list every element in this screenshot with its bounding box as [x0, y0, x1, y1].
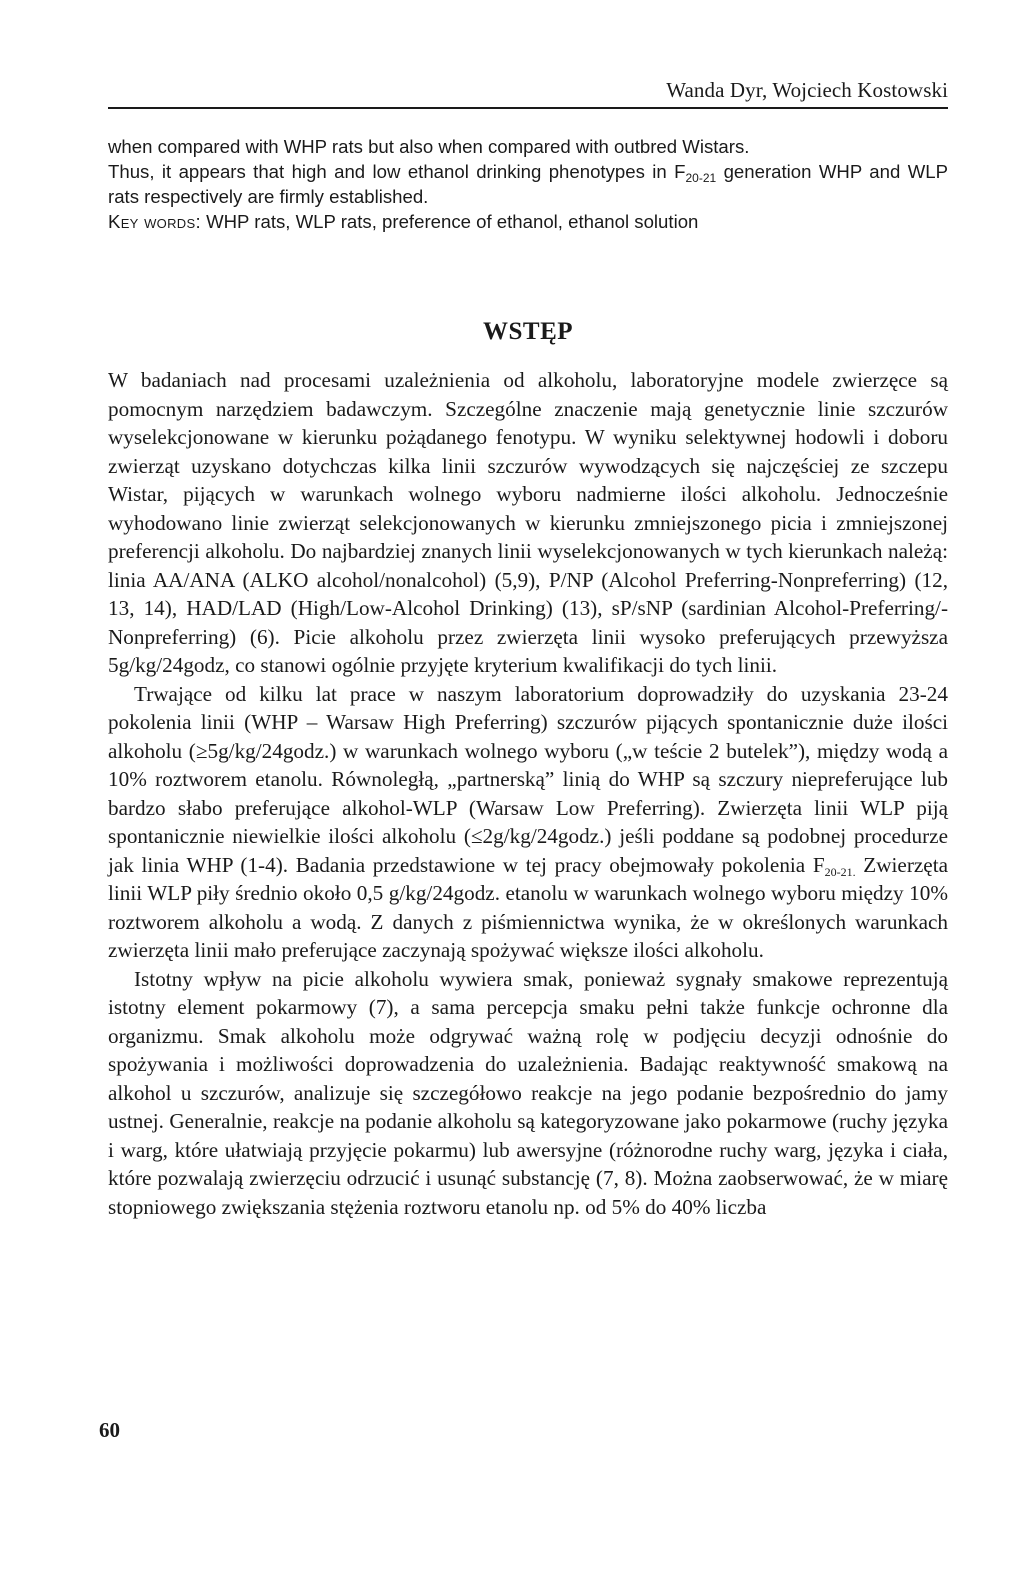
generation-subscript: 20-21: [685, 171, 717, 185]
abstract-line: when compared with WHP rats but also when compared with outbred Wistars.: [108, 136, 750, 157]
paragraph-2-text: Trwające od kilku lat prace w naszym laboratorium doprowadziły do uzyskania 23-24 pokolenia linii (WHP – Warsaw High Preferring) szczurów pijących spontanicznie duże ilości alkoholu (≥5g/kg/24godz.) w warunkach wolnego wyboru („w teście 2 butelek”), między wodą a 10% roztworem etanolu. Równoległą, „partnerską” linią do WHP są szczury niepreferujące lub bardzo słabo preferujące alkohol-WLP (Warsaw Low Preferring). Zwierzęta linii WLP piją spontanicznie niewielkie ilości alkoholu (≤2g/kg/24godz.) jeśli poddane są podobnej procedurze jak linia WHP (1-4). Badania przedstawione w tej pracy obejmowały pokolenia F: [108, 681, 948, 877]
keywords-line: [108, 209, 948, 234]
keywords-label: Key words:: [108, 211, 201, 232]
abstract-paragraph: [108, 159, 948, 209]
header-rule: [108, 107, 948, 109]
section-heading: WSTĘP: [482, 318, 574, 345]
paragraph-1: W badaniach nad procesami uzależnienia od alkoholu, laboratoryjne modele zwierzęce są pomocnym narzędziem badawczym. Szczególne znaczenie mają genetycznie linie szczurów wyselekcjonowane w kierunku pożądanego fenotypu. W wyniku selektywnej hodowli i doboru zwierząt uzyskano dotychczas kilka linii szczurów wywodzących się najczęściej ze szczepu Wistar, pijących w warunkach wolnego wyboru nadmierne ilości alkoholu. Jednocześnie wyhodowano linie zwierząt selekcjonowanych w kierunku zmniejszonego picia i zmniejszonej preferencji alkoholu. Do najbardziej znanych linii wyselekcjonowanych w tych kierunkach należą: linia AA/ANA (ALKO alcohol/nonalcohol) (5,9), P/NP (Alcohol Preferring-Nonpreferring) (12, 13, 14), HAD/LAD (High/Low-Alcohol Drinking) (13), sP/sNP (sardinian Alcohol-Preferring/-Nonpreferring) (6). Picie alkoholu przez zwierzęta linii wysoko preferujących przewyższa 5g/kg/24godz, co stanowi ogólnie przyjęte kryterium kwalifikacji do tych linii.: [108, 368, 948, 677]
paragraph-3: Istotny wpływ na picie alkoholu wywiera smak, ponieważ sygnały smakowe reprezentują istotny element pokarmowy (7), a sama percepcja smaku pełni także funkcje ochronne dla organizmu. Smak alkoholu może odgrywać ważną rolę w podjęciu decyzji odnośnie do spożywania i możliwości doprowadzenia do uzależnienia. Badając reaktywność smakową na alkohol u szczurów, analizuje się szczegółowo reakcje na jego podanie bezpośrednio do jamy ustnej. Generalnie, reakcje na podanie alkoholu są kategoryzowane jako pokarmowe (ruchy języka i warg, które ułatwiają przyjęcie pokarmu) lub awersyjne (różnorodne ruchy warg, języka i ciała, które pozwalają zwierzęciu odrzucić i usunąć substancję (7, 8). Można zaobserwować, że w miarę stopniowego zwiększania stężenia roztworu etanolu np. od 5% do 40% liczba: [108, 966, 948, 1219]
keywords-text: WHP rats, WLP rats, preference of ethanol, ethanol solution: [200, 211, 699, 232]
body-text: [108, 366, 948, 1221]
page-number: 60: [99, 1418, 120, 1442]
abstract-text-end: generation WHP and WLP rats respectively are firmly established.: [108, 161, 948, 207]
paragraph-2-text-end: Zwierzęta linii WLP piły średnio około 0,5 g/kg/24godz. etanolu w warunkach wolnego wyboru między 10% roztworem alkoholu a wodą. Z danych z piśmiennictwa wynika, że w określonych warunkach zwierzęta linii mało preferujące zaczynają spożywać większe ilości alkoholu.: [108, 852, 948, 962]
paragraph-2: [108, 680, 948, 965]
generation-subscript-body: 20-21.: [824, 864, 856, 879]
running-header-authors: Wanda Dyr, Wojciech Kostowski: [666, 78, 948, 102]
abstract-block: [108, 134, 948, 234]
abstract-text: Thus, it appears that high and low ethanol drinking phenotypes in F: [108, 161, 686, 182]
